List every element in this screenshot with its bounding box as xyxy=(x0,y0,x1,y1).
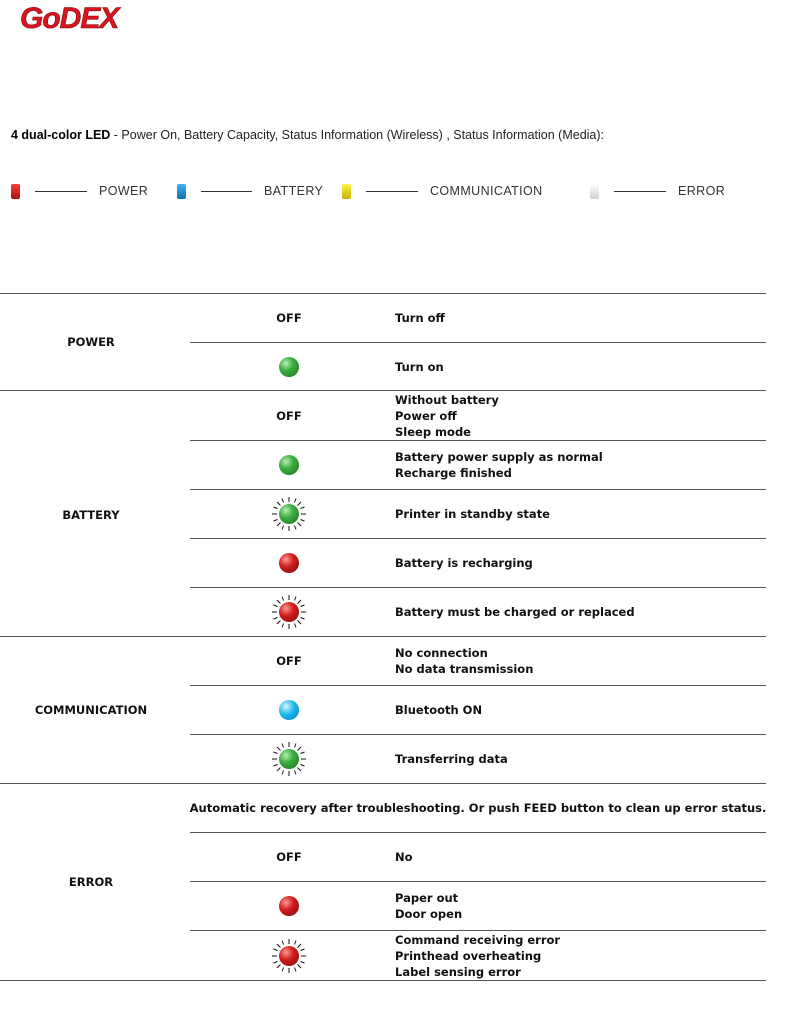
green-flashing-led-icon xyxy=(271,741,307,777)
led-core xyxy=(279,749,299,769)
desc-line: Recharge finished xyxy=(395,466,512,480)
red-flashing-led-icon xyxy=(271,594,307,630)
state-cell xyxy=(190,490,388,538)
intro-text xyxy=(11,128,604,142)
green-led-icon xyxy=(279,357,299,377)
state-cell xyxy=(190,931,388,980)
logo-text: GoDEX xyxy=(20,2,119,34)
group-label-power: POWER xyxy=(67,335,115,349)
godex-logo xyxy=(20,2,138,34)
desc-line: No xyxy=(395,850,413,864)
desc-line: Sleep mode xyxy=(395,424,471,439)
led-core xyxy=(279,602,299,622)
desc-cell xyxy=(395,294,765,342)
desc-cell xyxy=(395,343,765,390)
desc-line: No connection xyxy=(395,646,488,660)
desc-cell xyxy=(395,588,765,636)
state-cell xyxy=(190,882,388,930)
group-label-error: ERROR xyxy=(68,875,114,889)
legend-line xyxy=(614,191,666,192)
legend-error xyxy=(590,180,725,202)
desc-line: Bluetooth ON xyxy=(395,703,483,717)
legend-label: ERROR xyxy=(678,184,726,198)
state-cell xyxy=(190,735,388,783)
state-cell xyxy=(190,686,388,734)
desc-line: Transferring data xyxy=(395,752,508,766)
state-cell xyxy=(190,294,388,342)
desc-line: Door open xyxy=(395,907,463,921)
legend-label: BATTERY xyxy=(264,184,324,198)
desc-line: Battery power supply as normal xyxy=(395,450,603,464)
desc-cell xyxy=(395,539,765,587)
green-flashing-led-icon xyxy=(271,496,307,532)
desc-line: Label sensing error xyxy=(395,964,521,979)
legend-line xyxy=(35,191,87,192)
desc-line: Battery must be charged or replaced xyxy=(395,605,635,619)
table-divider xyxy=(0,980,766,981)
battery-led-swatch-icon xyxy=(177,184,186,199)
legend-battery xyxy=(177,180,323,202)
error-led-swatch-icon xyxy=(590,184,599,199)
red-flashing-led-icon xyxy=(271,938,307,974)
state-cell xyxy=(190,539,388,587)
legend-line xyxy=(201,191,252,192)
legend-label: COMMUNICATION xyxy=(430,184,543,198)
intro-rest: - Power On, Battery Capacity, Status Information (Wireless) , Status Information (Media): xyxy=(110,128,605,142)
desc-line: Turn on xyxy=(395,359,444,374)
desc-line: Battery is recharging xyxy=(395,556,533,570)
led-core xyxy=(279,504,299,524)
legend-communication xyxy=(342,180,543,202)
desc-line: Command receiving error xyxy=(395,932,561,947)
red-led-icon xyxy=(279,896,299,916)
desc-cell xyxy=(395,637,765,685)
red-led-icon xyxy=(279,553,299,573)
communication-led-swatch-icon xyxy=(342,184,351,199)
state-cell xyxy=(190,833,388,881)
power-led-swatch-icon xyxy=(11,184,20,199)
desc-line: Turn off xyxy=(395,311,445,325)
desc-cell xyxy=(395,686,765,734)
desc-cell xyxy=(395,441,765,489)
legend-power xyxy=(11,180,148,202)
state-cell xyxy=(190,637,388,685)
desc-line: Paper out xyxy=(395,891,459,905)
legend-label: POWER xyxy=(99,184,149,198)
intro-bold: 4 dual-color LED xyxy=(11,128,111,142)
group-label-battery: BATTERY xyxy=(62,508,120,522)
desc-cell xyxy=(395,490,765,538)
desc-line: Printer in standby state xyxy=(395,507,550,521)
legend-line xyxy=(366,191,418,192)
state-cell xyxy=(190,441,388,489)
blue-led-icon xyxy=(279,700,299,720)
error-note: Automatic recovery after troubleshooting. Or push FEED button to clean up error status. xyxy=(189,801,767,815)
desc-cell xyxy=(395,882,765,930)
desc-line: No data transmission xyxy=(395,662,534,676)
state-off-text: OFF xyxy=(276,311,302,325)
state-off-text: OFF xyxy=(276,850,302,864)
state-off-text: OFF xyxy=(276,654,302,668)
desc-cell xyxy=(395,735,765,783)
desc-line: Printhead overheating xyxy=(395,948,542,963)
state-cell xyxy=(190,391,388,440)
desc-cell xyxy=(395,833,765,881)
desc-cell xyxy=(395,931,765,980)
desc-cell xyxy=(395,391,765,440)
led-core xyxy=(279,946,299,966)
green-led-icon xyxy=(279,455,299,475)
desc-line: Without battery xyxy=(395,392,499,407)
state-cell xyxy=(190,588,388,636)
state-off-text: OFF xyxy=(276,408,302,423)
desc-line: Power off xyxy=(395,408,457,423)
state-cell xyxy=(190,343,388,390)
group-label-communication: COMMUNICATION xyxy=(34,703,148,717)
